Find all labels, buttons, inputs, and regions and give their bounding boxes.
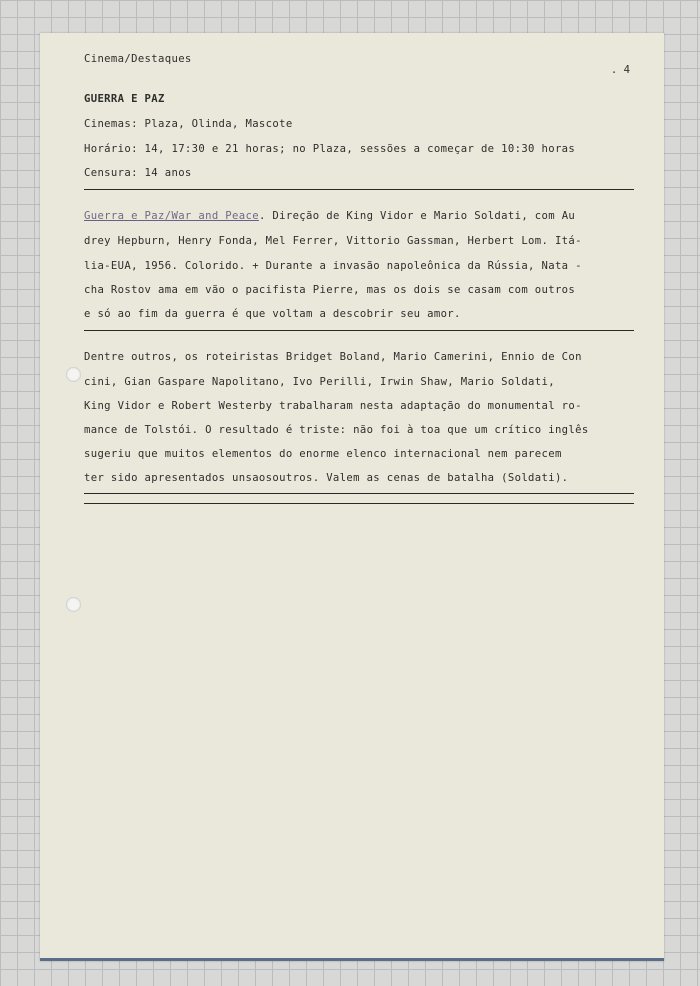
divider-2 [84, 330, 634, 331]
review-line-4: mance de Tolstói. O resultado é triste: não foi à toa que um crítico inglês [84, 424, 589, 436]
review-line-1: Dentre outros, os roteiristas Bridget Boland, Mario Camerini, Ennio de Con [84, 351, 582, 363]
section-label: Cinema/Destaques [84, 53, 192, 65]
review-line-5: sugeriu que muitos elementos do enorme elenco internacional nem parecem [84, 448, 562, 460]
divider-3 [84, 493, 634, 494]
rating-line: Censura: 14 anos [84, 167, 192, 179]
review-line-6: ter sido apresentados unsaosoutros. Valem as cenas de batalha (Soldati). [84, 472, 569, 484]
punch-hole-top [66, 367, 81, 382]
synopsis-text-1: . Direção de King Vidor e Mario Soldati, com Au [258, 210, 576, 222]
typed-page [40, 33, 664, 961]
cinemas-line: Cinemas: Plaza, Olinda, Mascote [84, 118, 293, 130]
film-heading: GUERRA E PAZ [84, 93, 165, 105]
schedule-line: Horário: 14, 17:30 e 21 horas; no Plaza, sessões a começar de 10:30 horas [84, 143, 576, 155]
synopsis-line-3: lia-EUA, 1956. Colorido. + Durante a invasão napoleônica da Rússia, Nata - [84, 260, 582, 272]
divider-1 [84, 189, 634, 190]
synopsis-line-2: drey Hepburn, Henry Fonda, Mel Ferrer, Vittorio Gassman, Herbert Lom. Itá- [84, 235, 582, 247]
synopsis-line-5: e só ao fim da guerra é que voltam a descobrir seu amor. [84, 308, 461, 320]
review-line-3: King Vidor e Robert Westerby trabalharam nesta adaptação do monumental ro- [84, 400, 582, 412]
review-line-2: cini, Gian Gaspare Napolitano, Ivo Perilli, Irwin Shaw, Mario Soldati, [84, 376, 555, 388]
divider-4 [84, 503, 634, 504]
punch-hole-bottom [66, 597, 81, 612]
film-title: Guerra e Paz/War and Peace [84, 210, 259, 222]
page-number: . 4 [610, 63, 630, 76]
synopsis-line-1 [84, 210, 575, 222]
synopsis-line-4: cha Rostov ama em vão o pacifista Pierre, mas os dois se casam com outros [84, 284, 576, 296]
